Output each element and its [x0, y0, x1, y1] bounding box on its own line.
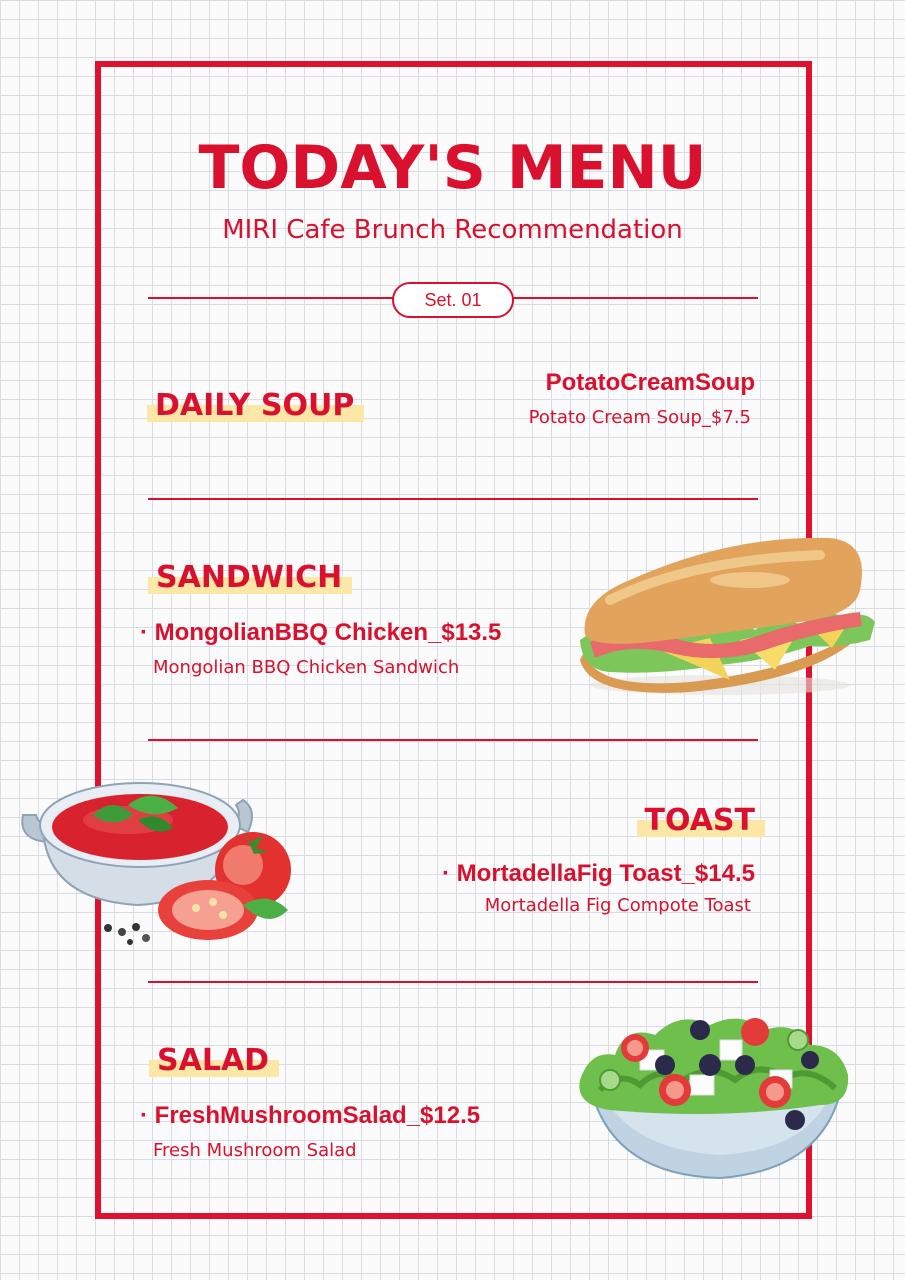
category-salad: [157, 1043, 269, 1079]
set-badge: Set. 01: [392, 282, 514, 318]
section-divider: [148, 498, 758, 500]
category-label: SALAD: [157, 1043, 270, 1078]
salad-item-description: Fresh Mushroom Salad: [153, 1140, 357, 1161]
category-label: DAILY SOUP: [155, 388, 355, 423]
category-label: SANDWICH: [156, 560, 343, 595]
toast-item-name: · MortadellaFig Toast_$14.5: [442, 860, 755, 887]
section-divider: [148, 739, 758, 741]
section-divider: [148, 981, 758, 983]
salad-item-name: · FreshMushroomSalad_$12.5: [140, 1102, 481, 1129]
sandwich-item-name: · MongolianBBQ Chicken_$13.5: [140, 619, 502, 646]
soup-item-description: Potato Cream Soup_$7.5: [528, 407, 751, 428]
salad-illustration: [570, 1010, 855, 1185]
soup-item-name: PotatoCreamSoup: [545, 369, 755, 396]
category-daily-soup: [155, 388, 354, 424]
category-label: TOAST: [644, 803, 755, 838]
sandwich-item-description: Mongolian BBQ Chicken Sandwich: [153, 657, 460, 678]
toast-item-description: Mortadella Fig Compote Toast: [484, 895, 751, 916]
tomato-soup-illustration: [18, 770, 298, 950]
category-toast: [645, 803, 755, 839]
page-title: TODAY'S MENU: [198, 133, 707, 203]
category-sandwich: [156, 560, 342, 596]
page-subtitle: MIRI Cafe Brunch Recommendation: [222, 215, 683, 245]
sandwich-illustration: [570, 530, 880, 700]
